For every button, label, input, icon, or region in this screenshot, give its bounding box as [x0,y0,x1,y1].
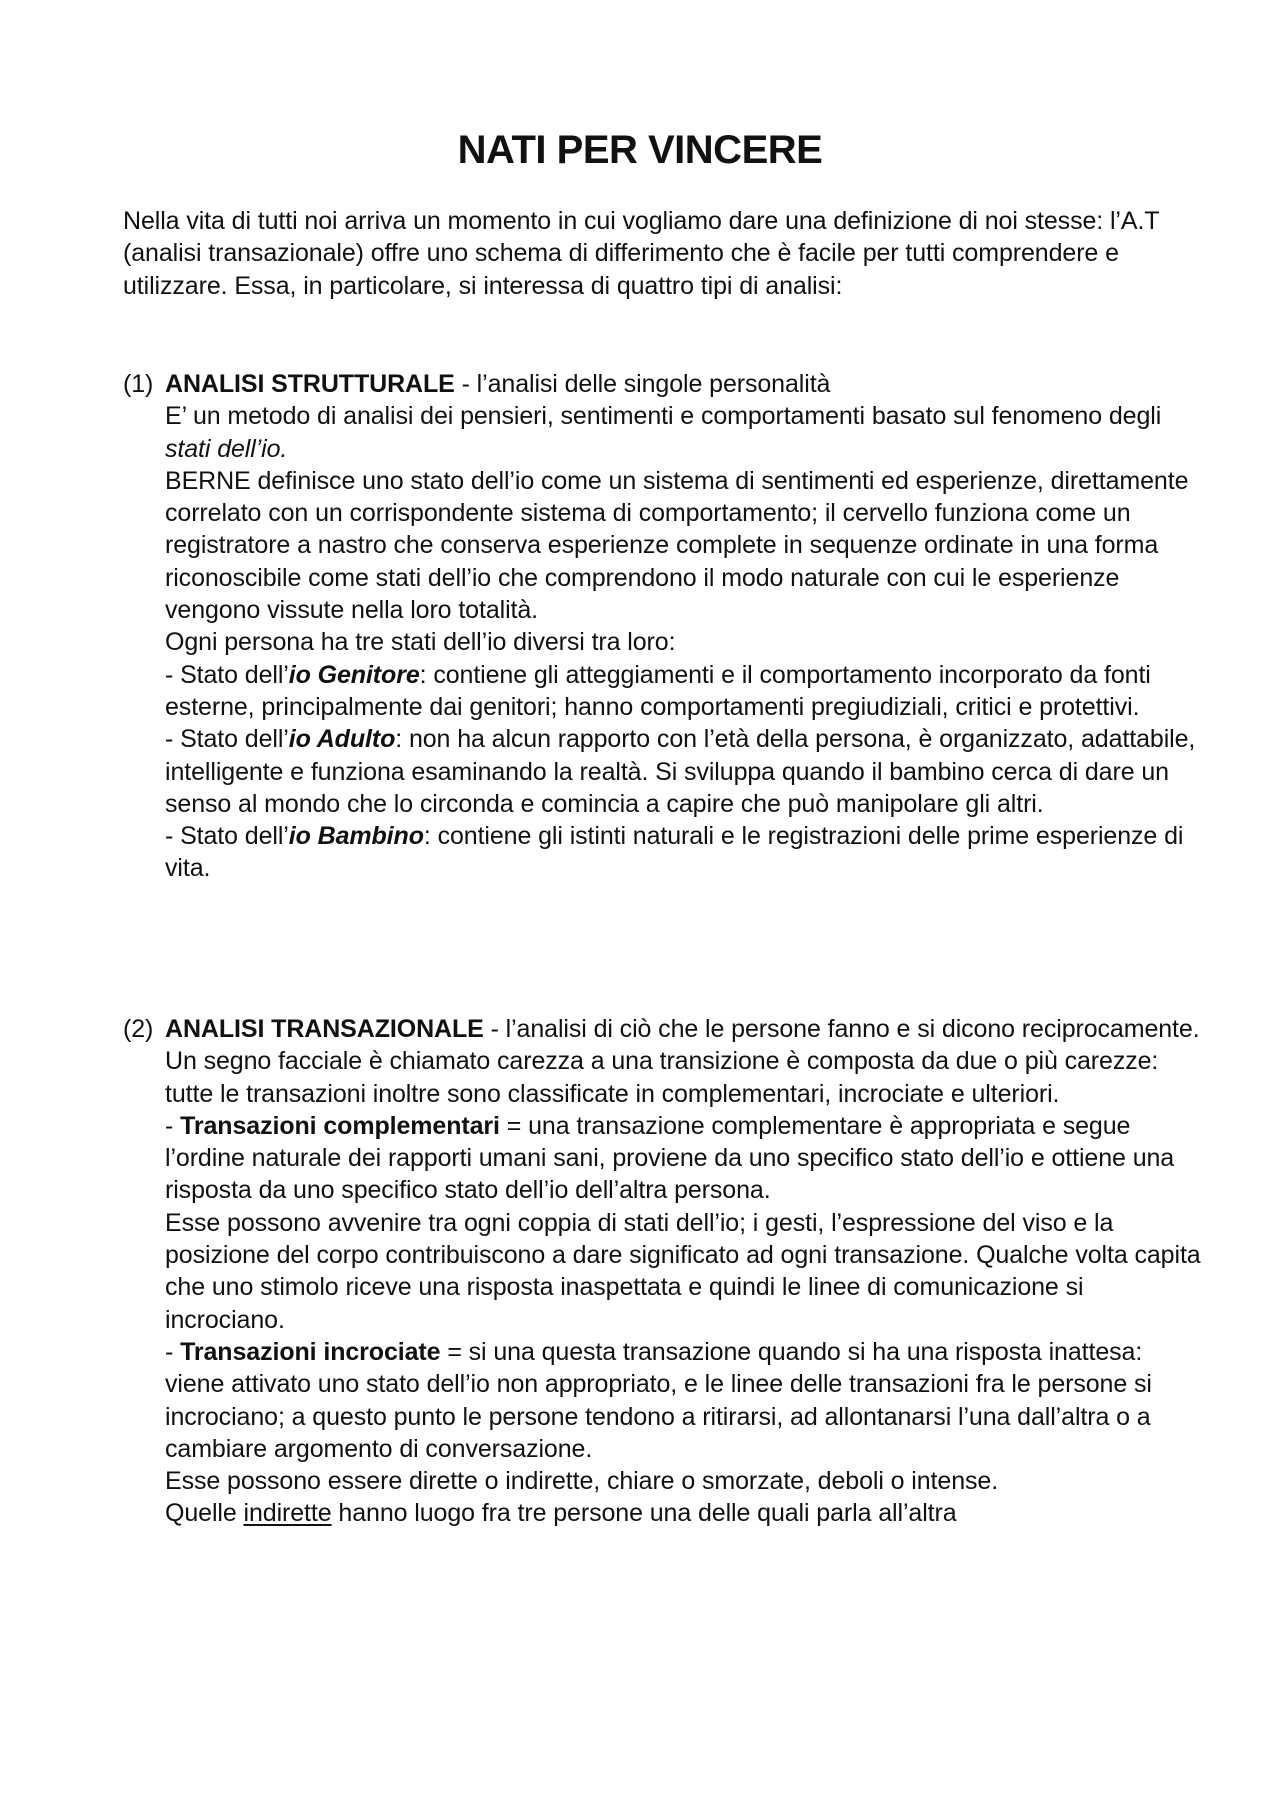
paragraph [165,1497,1203,1529]
paragraph-text: E’ un metodo di analisi dei pensieri, sentimenti e comportamenti basato sul fenomeno degli [165,402,1162,431]
list-text: = una transazione complementare è appropriata e segue l’ordine naturale dei rapporti umani sani, proviene da uno specifico stato dell’io e ottiene una risposta da uno specifico stato dell’io dell’altra persona. [165,1111,1175,1205]
heading-description: - l’analisi delle singole personalità [454,370,831,398]
list-item-incrociate [165,1336,1203,1465]
term-io-adulto: io Adulto [288,725,396,754]
list-prefix: - Stato dell’ [165,725,289,754]
list-item-complementari [165,1110,1203,1207]
list-prefix: - Stato dell’ [165,660,289,689]
section-heading [165,1013,1203,1045]
heading-term: ANALISI STRUTTURALE [165,370,455,398]
heading-description: - l’analisi di ciò che le persone fanno e si dicono reciprocamente. [483,1015,1200,1043]
intro-paragraph: Nella vita di tutti noi arriva un momento in cui vogliamo dare una definizione di noi stesse: l’A.T (analisi transazionale) offre uno schema di differimento che è facile per tutti comprendere e utilizzare. Essa, in particolare, si interessa di quattro tipi di analisi: [123,207,1160,300]
list-text: : contiene gli atteggiamenti e il comportamento incorporato da fonti esterne, principalmente dai genitori; hanno comportamenti pregiudiziali, critici e protettivi. [165,660,1151,721]
paragraph [165,400,1203,465]
list-prefix: - Stato dell’ [165,822,289,851]
paragraph-text: Quelle [165,1499,244,1528]
term-transazioni-incrociate: Transazioni incrociate [180,1337,441,1366]
list-item-bambino [165,820,1203,885]
italic-term: stati dell’io. [165,434,288,463]
paragraph: BERNE definisce uno stato dell’io come un sistema di sentimenti ed esperienze, direttamente correlato con un corrispondente sistema di comportamento; il cervello funziona come un registratore a nastro che conserva esperienze complete in sequenze ordinate in una forma riconoscibile come stati dell’io che comprendono il modo naturale con cui le esperienze vengono vissute nella loro totalità. [165,466,1189,625]
paragraph-text: hanno luogo fra tre persone una delle quali parla all’altra [331,1499,957,1528]
list-item-adulto [165,723,1203,820]
list-text: : contiene gli istinti naturali e le registrazioni delle prime esperienze di vita. [165,822,1184,883]
paragraph: Ogni persona ha tre stati dell’io diversi tra loro: [165,628,676,657]
list-prefix: - [165,1111,181,1140]
term-io-genitore: io Genitore [288,660,420,689]
paragraph: Un segno facciale è chiamato carezza a una transizione è composta da due o più carezze: tutte le transazioni inoltre sono classificate in complementari, incrociate e ulteriori. [165,1047,1159,1108]
section-number: (1) [123,370,154,398]
term-io-bambino: io Bambino [288,822,424,851]
list-text: = si una questa transazione quando si ha una risposta inattesa: viene attivato uno stato dell’io non appropriato, e le linee delle transazioni fra le persone si incrociano; a questo punto le persone tendono a ritirarsi, ad allontanarsi l’una dall’altra o a cambiare argomento di conversazione. [165,1337,1152,1463]
underlined-term: indirette [243,1499,332,1528]
list-item-genitore [165,659,1203,724]
list-text: : non ha alcun rapporto con l’età della persona, è organizzato, adattabile, intelligente e funziona esaminando la realtà. Si sviluppa quando il bambino cerca di dare un senso al mondo che lo circonda e comincia a capire che può manipolare gli altri. [165,725,1196,818]
paragraph: Esse possono essere dirette o indirette, chiare o smorzate, deboli o intense. [165,1467,999,1496]
section-body [165,1013,1203,1530]
section-analisi-strutturale [123,368,1203,885]
term-transazioni-complementari: Transazioni complementari [180,1111,500,1140]
page-title: NATI PER VINCERE [457,128,823,172]
paragraph: Esse possono avvenire tra ogni coppia di stati dell’io; i gesti, l’espressione del viso e la posizione del corpo contribuiscono a dare significato ad ogni transazione. Qualche volta capita che uno stimolo riceve una risposta inaspettata e quindi le linee di comunicazione si incrociano. [165,1208,1201,1334]
section-number: (2) [123,1015,154,1043]
list-prefix: - [165,1337,181,1366]
section-body [165,368,1203,885]
section-heading [165,368,1203,400]
heading-term: ANALISI TRANSAZIONALE [165,1015,484,1043]
section-analisi-transazionale [123,1013,1203,1530]
